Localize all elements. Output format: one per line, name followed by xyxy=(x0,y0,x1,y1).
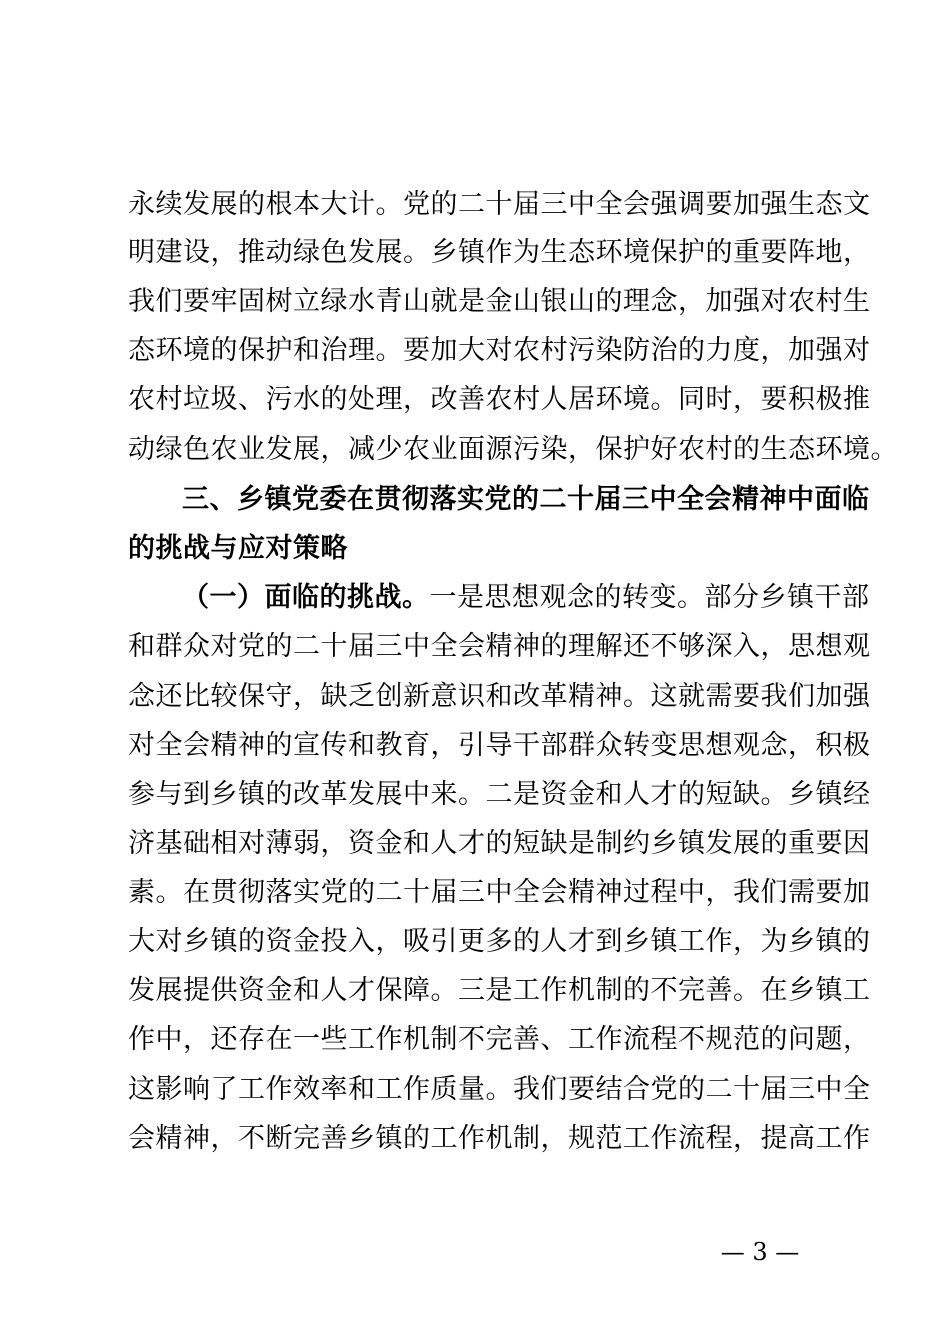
paragraph-line: 济基础相对薄弱，资金和人才的短缺是制约乡镇发展的重要因 xyxy=(128,828,871,859)
section-heading: 的挑战与应对策略 xyxy=(128,533,348,564)
paragraph-line: 态环境的保护和治理。要加大对农村污染防治的力度，加强对 xyxy=(128,335,871,366)
paragraph-line: 会精神，不断完善乡镇的工作机制，规范工作流程，提高工作 xyxy=(128,1123,871,1154)
paragraph-line: 和群众对党的二十届三中全会精神的理解还不够深入，思想观 xyxy=(128,631,871,662)
paragraph-line: 作中，还存在一些工作机制不完善、工作流程不规范的问题， xyxy=(128,1024,871,1055)
paragraph-line: 对全会精神的宣传和教育，引导干部群众转变思想观念，积极 xyxy=(128,730,871,761)
paragraph-line: 明建设，推动绿色发展。乡镇作为生态环境保护的重要阵地， xyxy=(128,237,871,268)
section-heading: 三、乡镇党委在贯彻落实党的二十届三中全会精神中面临 xyxy=(182,484,870,515)
paragraph-text: 一是思想观念的转变。部分乡镇干部 xyxy=(429,582,870,613)
subheading-line xyxy=(182,580,870,616)
paragraph-line: 参与到乡镇的改革发展中来。二是资金和人才的短缺。乡镇经 xyxy=(128,779,871,810)
paragraph-line: 素。在贯彻落实党的二十届三中全会精神过程中，我们需要加 xyxy=(128,877,871,908)
paragraph-line: 念还比较保守，缺乏创新意识和改革精神。这就需要我们加强 xyxy=(128,681,871,712)
subheading-title: （一）面临的挑战。 xyxy=(182,582,430,613)
paragraph-line: 农村垃圾、污水的处理，改善农村人居环境。同时，要积极推 xyxy=(128,384,871,415)
paragraph-line: 这影响了工作效率和工作质量。我们要结合党的二十届三中全 xyxy=(128,1074,871,1105)
paragraph-line: 永续发展的根本大计。党的二十届三中全会强调要加强生态文 xyxy=(128,189,871,220)
paragraph-line: 动绿色农业发展，减少农业面源污染，保护好农村的生态环境。 xyxy=(128,434,898,465)
paragraph-line: 发展提供资金和人才保障。三是工作机制的不完善。在乡镇工 xyxy=(128,975,871,1006)
page-number: — 3 — xyxy=(720,1238,800,1266)
paragraph-line: 大对乡镇的资金投入，吸引更多的人才到乡镇工作，为乡镇的 xyxy=(128,926,871,957)
paragraph-line: 我们要牢固树立绿水青山就是金山银山的理念，加强对农村生 xyxy=(128,286,871,317)
